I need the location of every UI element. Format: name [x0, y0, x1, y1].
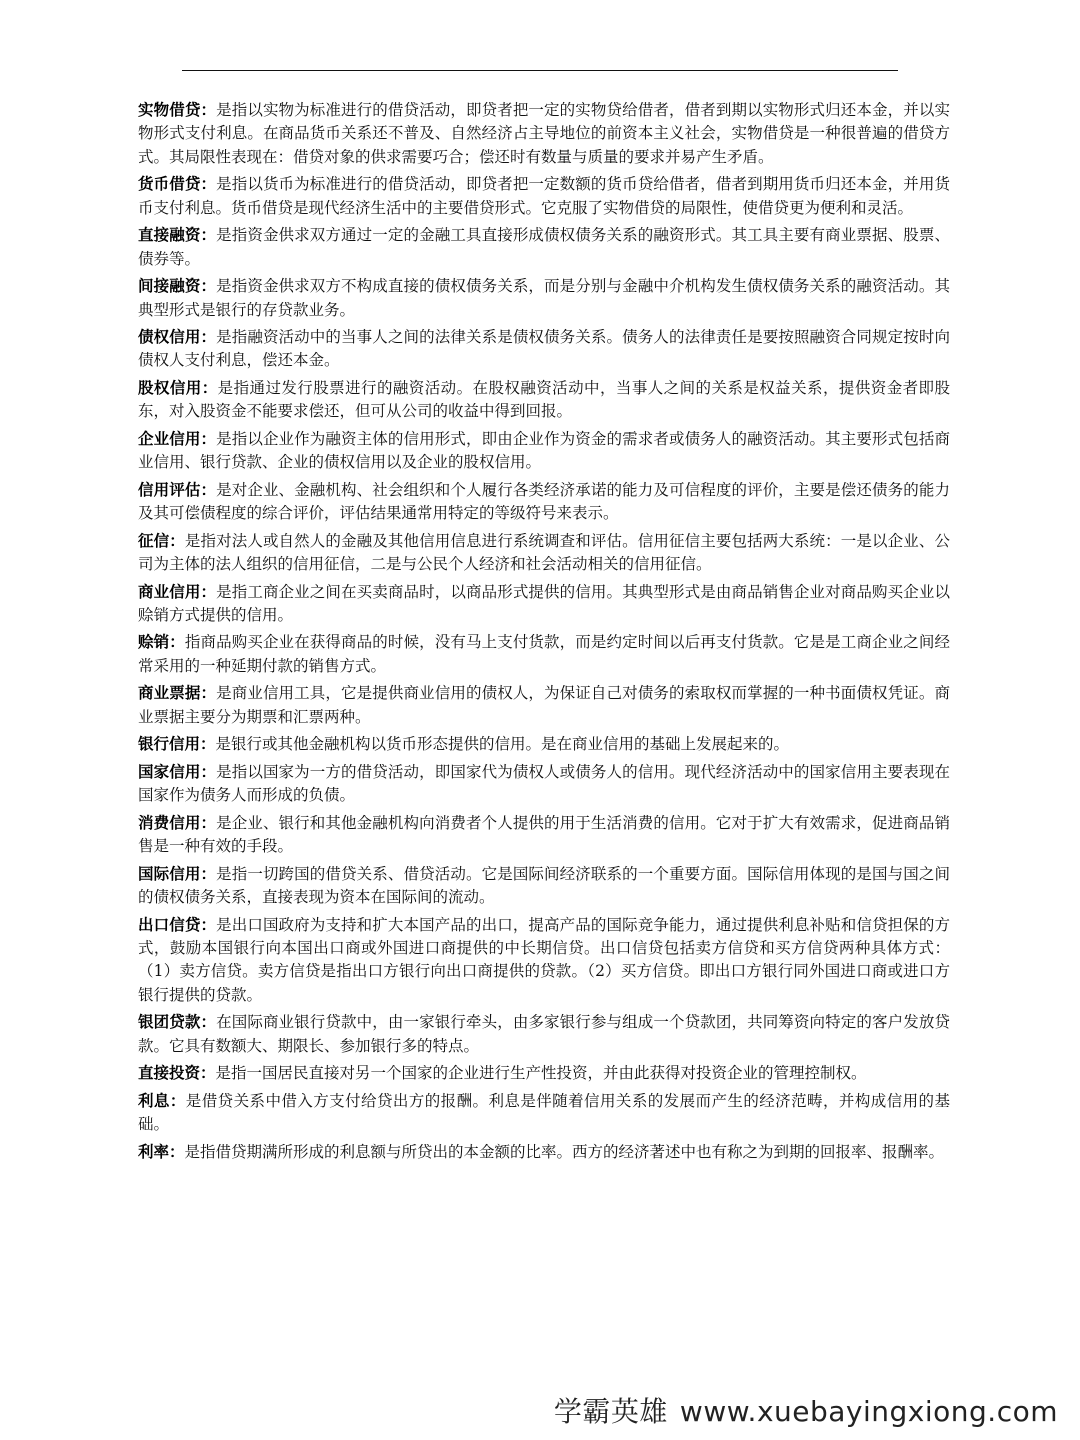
entry-definition: 是指工商企业之间在买卖商品时，以商品形式提供的信用。其典型形式是由商品销售企业对商品购买企业以赊销方式提供的信用。: [138, 582, 950, 624]
entry-definition: 是指资金供求双方不构成直接的债权债务关系，而是分别与金融中介机构发生债权债务关系的融资活动。其典型形式是银行的存贷款业务。: [138, 277, 950, 319]
entry-term: 消费信用：: [138, 812, 217, 832]
entry-definition: 是指融资活动中的当事人之间的法律关系是债权债务关系。债务人的法律责任是要按照融资合同规定按时向债权人支付利息，偿还本金。: [138, 328, 950, 370]
entry-definition: 在国际商业银行贷款中，由一家银行牵头，由多家银行参与组成一个贷款团，共同筹资向特定的客户发放贷款。它具有数额大、期限长、参加银行多的特点。: [138, 1013, 950, 1055]
entry-term: 企业信用：: [138, 428, 217, 448]
entry-definition: 是企业、银行和其他金融机构向消费者个人提供的用于生活消费的信用。它对于扩大有效需求，促进商品销售是一种有效的手段。: [138, 813, 950, 856]
glossary-entry: [138, 478, 950, 526]
glossary-entry: [138, 325, 950, 373]
entry-term: 商业票据：: [138, 683, 217, 703]
entry-term: 赊销：: [138, 632, 185, 652]
entry-definition: 是指以货币为标准进行的借贷活动，即贷者把一定数额的货币贷给借者，借者到期用货币归还本金，并用货币支付利息。货币借贷是现代经济生活中的主要借贷形式。它克服了实物借贷的局限性，使借贷更为便利和灵活。: [138, 175, 950, 217]
entry-term: 利率：: [138, 1141, 185, 1161]
glossary-entry: [138, 427, 950, 475]
entry-term: 股权信用：: [138, 377, 218, 397]
glossary-entry: [138, 862, 950, 910]
entry-definition: 是指以国家为一方的借贷活动，即国家代为债权人或债务人的信用。现代经济活动中的国家信用主要表现在国家作为债务人而形成的负债。: [138, 762, 950, 805]
watermark-url: www.xuebayingxiong.com: [679, 1395, 1058, 1428]
entry-definition: 是指借贷期满所形成的利息额与所贷出的本金额的比率。西方的经济著述中也有称之为到期的回报率、报酬率。: [184, 1142, 945, 1161]
entry-definition: 是商业信用工具，它是提供商业信用的债权人，为保证自己对债务的索取权而掌握的一种书面债权凭证。商业票据主要分为期票和汇票两种。: [138, 684, 950, 726]
entry-definition: 是指对法人或自然人的金融及其他信用信息进行系统调查和评估。信用征信主要包括两大系统：一是以企业、公司为主体的法人组织的信用征信，二是与公民个人经济和社会活动相关的信用征信。: [138, 531, 950, 574]
entry-definition: 是对企业、金融机构、社会组织和个人履行各类经济承诺的能力及可信程度的评价，主要是偿还债务的能力及其可偿债程度的综合评价，评估结果通常用特定的等级符号来表示。: [138, 480, 950, 523]
glossary-entry: [138, 376, 950, 424]
glossary-entry: [138, 630, 950, 678]
glossary-entry: [138, 529, 950, 577]
entry-term: 国家信用：: [138, 761, 217, 781]
entry-term: 实物借贷：: [138, 100, 217, 119]
glossary-entry: [138, 811, 950, 859]
entry-definition: 是指资金供求双方通过一定的金融工具直接形成债权债务关系的融资形式。其工具主要有商业票据、股票、债券等。: [138, 226, 950, 268]
glossary-entry: [138, 1140, 950, 1164]
glossary-entry: [138, 274, 950, 322]
entry-definition: 是指一国居民直接对另一个国家的企业进行生产性投资，并由此获得对投资企业的管理控制权。: [215, 1064, 867, 1083]
entry-term: 间接融资：: [138, 276, 217, 296]
glossary-entry: [138, 760, 950, 808]
glossary-entry: [138, 580, 950, 628]
glossary-entry: [138, 681, 950, 729]
entry-term: 债权信用：: [138, 327, 217, 347]
site-watermark: [554, 1390, 1058, 1430]
entry-term: 银行信用：: [138, 734, 216, 754]
entry-term: 货币借贷：: [138, 174, 217, 194]
entry-definition: 是指以实物为标准进行的借贷活动，即贷者把一定的实物贷给借者，借者到期以实物形式归还本金，并以实物形式支付利息。在商品货币关系还不普及、自然经济占主导地位的前资本主义社会，实物借贷是一种很普遍的借贷方式。其局限性表现在：借贷对象的供求需要巧合；偿还时有数量与质量的要求并易产生矛盾。: [138, 101, 950, 166]
glossary-entry: [138, 913, 950, 1008]
glossary-entry: [138, 172, 950, 220]
entry-definition: 是出口国政府为支持和扩大本国产品的出口，提高产品的国际竞争能力，通过提供利息补贴和信贷担保的方式，鼓励本国银行向本国出口商或外国进口商提供的中长期信贷。出口信贷包括卖方信贷和买方信贷两种具体方式：（1）卖方信贷。卖方信贷是指出口方银行向出口商提供的贷款。（2）买方信贷。即出口方银行同外国进口商或进口方银行提供的贷款。: [138, 915, 950, 1004]
glossary-entry: [138, 1089, 950, 1137]
glossary-entry: [138, 732, 950, 756]
glossary-entry: [138, 1010, 950, 1058]
entry-definition: 是指以企业作为融资主体的信用形式，即由企业作为资金的需求者或债务人的融资活动。其主要形式包括商业信用、银行贷款、企业的债权信用以及企业的股权信用。: [138, 429, 950, 472]
watermark-name: 学霸英雄: [553, 1395, 668, 1428]
glossary-list: [138, 98, 950, 1167]
entry-definition: 指商品购买企业在获得商品的时候，没有马上支付货款，而是约定时间以后再支付货款。它是是工商企业之间经常采用的一种延期付款的销售方式。: [138, 633, 950, 675]
entry-term: 直接投资：: [138, 1063, 216, 1083]
entry-definition: 是指一切跨国的借贷关系、借贷活动。它是国际间经济联系的一个重要方面。国际信用体现的是国与国之间的债权债务关系，直接表现为资本在国际间的流动。: [138, 864, 950, 906]
entry-definition: 是指通过发行股票进行的融资活动。在股权融资活动中，当事人之间的关系是权益关系，提供资金者即股东，对入股资金不能要求偿还，但可从公司的收益中得到回报。: [138, 378, 950, 421]
entry-term: 商业信用：: [138, 581, 217, 601]
glossary-entry: [138, 1061, 950, 1085]
header-rule: [182, 70, 898, 71]
glossary-entry: [138, 223, 950, 271]
entry-term: 信用评估：: [138, 479, 217, 499]
entry-definition: 是银行或其他金融机构以货币形态提供的信用。是在商业信用的基础上发展起来的。: [215, 735, 790, 754]
entry-term: 国际信用：: [138, 863, 217, 883]
entry-term: 利息：: [138, 1090, 186, 1110]
entry-definition: 是借贷关系中借入方支付给贷出方的报酬。利息是伴随着信用关系的发展而产生的经济范畴，并构成信用的基础。: [138, 1091, 950, 1134]
entry-term: 征信：: [138, 530, 185, 550]
entry-term: 银团贷款：: [138, 1012, 217, 1032]
glossary-entry: [138, 98, 950, 169]
entry-term: 直接融资：: [138, 225, 217, 245]
entry-term: 出口信贷：: [138, 914, 217, 934]
